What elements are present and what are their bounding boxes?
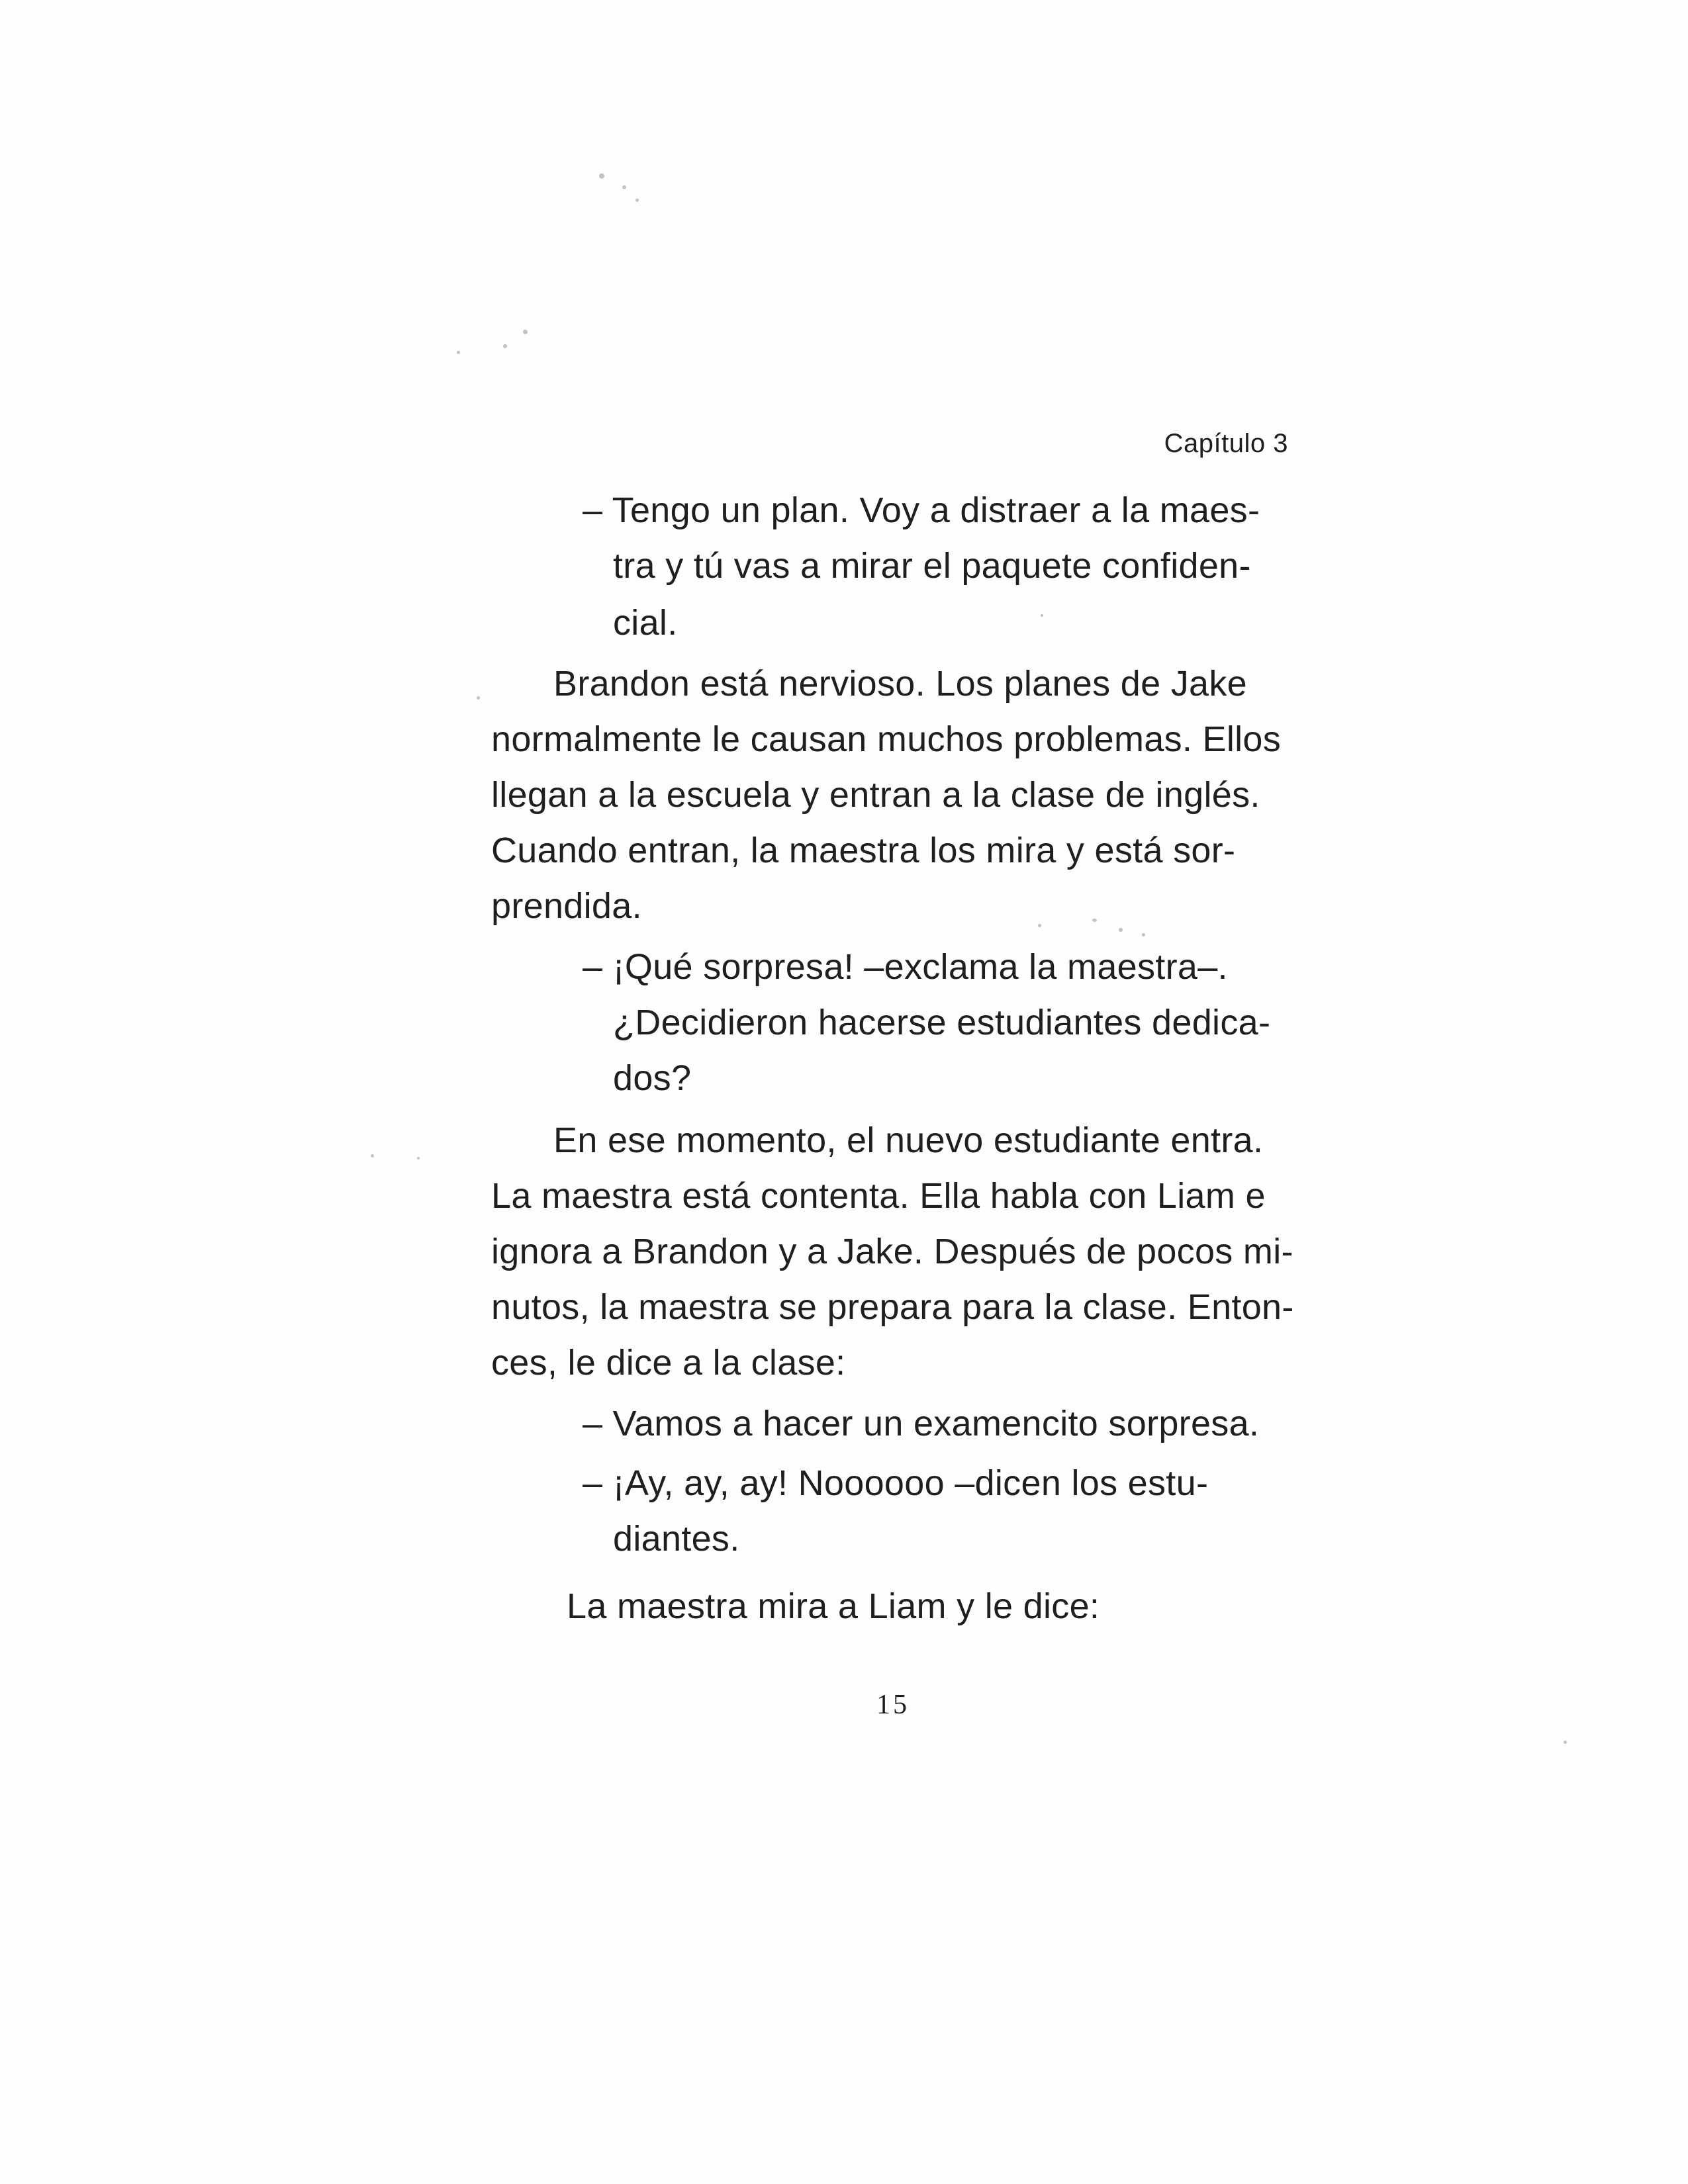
text-line: ignora a Brandon y a Jake. Después de pocos mi- xyxy=(491,1232,1293,1271)
text-line: dos? xyxy=(613,1058,692,1098)
text-line: La maestra mira a Liam y le dice: xyxy=(567,1586,1100,1626)
scan-speck xyxy=(635,199,639,202)
scan-speck xyxy=(1564,1741,1567,1744)
text-line: Cuando entran, la maestra los mira y está sor- xyxy=(491,831,1236,870)
page-number: 15 xyxy=(876,1690,910,1720)
text-line: – ¡Qué sorpresa! –exclama la maestra–. xyxy=(583,947,1228,987)
scan-speck xyxy=(417,1157,420,1160)
text-line: tra y tú vas a mirar el paquete confiden- xyxy=(613,546,1251,586)
text-line: cial. xyxy=(613,603,678,643)
text-line: prendida. xyxy=(491,886,642,926)
text-line: – Tengo un plan. Voy a distraer a la maes- xyxy=(583,490,1260,530)
text-line: normalmente le causan muchos problemas. Ellos xyxy=(491,719,1282,759)
text-line: ¿Decidieron hacerse estudiantes dedica- xyxy=(613,1003,1271,1042)
scan-speck xyxy=(1119,928,1123,932)
text-line: – ¡Ay, ay, ay! Noooooo –dicen los estu- xyxy=(583,1463,1209,1503)
text-line: diantes. xyxy=(613,1519,740,1559)
chapter-header: Capítulo 3 xyxy=(1164,429,1288,458)
text-line: La maestra está contenta. Ella habla con Liam e xyxy=(491,1176,1266,1216)
scan-speck xyxy=(523,330,528,334)
scan-speck xyxy=(1041,614,1043,617)
scan-speck xyxy=(1038,924,1041,927)
text-line: Brandon está nervioso. Los planes de Jake xyxy=(553,664,1247,704)
scan-speck xyxy=(477,696,480,700)
text-line: nutos, la maestra se prepara para la clase. Enton- xyxy=(491,1287,1294,1327)
scan-speck xyxy=(622,185,626,189)
scan-speck xyxy=(1142,933,1145,936)
text-line: ces, le dice a la clase: xyxy=(491,1343,846,1383)
text-line: En ese momento, el nuevo estudiante entra. xyxy=(553,1120,1264,1160)
text-line: llegan a la escuela y entran a la clase de inglés. xyxy=(491,775,1260,815)
scan-speck xyxy=(371,1154,374,1158)
scan-speck xyxy=(457,351,460,354)
scan-speck xyxy=(1092,919,1097,922)
text-line: – Vamos a hacer un examencito sorpresa. xyxy=(583,1404,1260,1443)
scan-speck xyxy=(503,344,507,348)
scan-speck xyxy=(599,173,604,179)
